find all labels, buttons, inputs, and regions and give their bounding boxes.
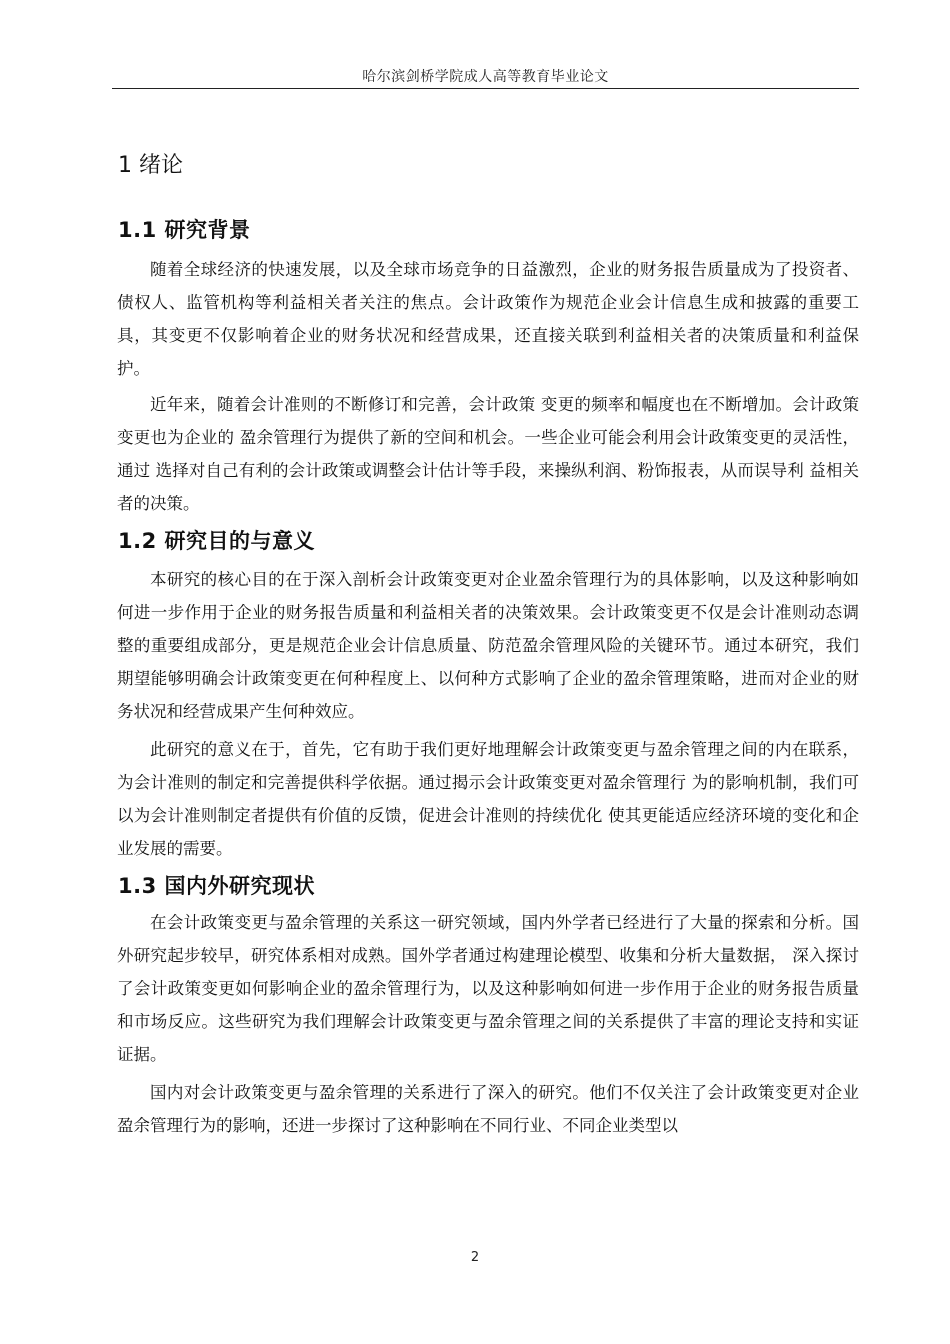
paragraph-1-2-a: 本研究的核心目的在于深入剖析会计政策变更对企业盈余管理行为的具体影响，以及这种影响如何进一步作用于企业的财务报告质量和利益相关者的决策效果。会计政策变更不仅是会计准则动态调整的重要组成部分，更是规范企业会计信息质量、防范盈余管理风险的关键环节。通过本研究，我们期望能够明确会计政策变更在何种程度上、以何种方式影响了企业的盈余管理策略，进而对企业的财务状况和经营成果产生何种效应。 (117, 570, 859, 721)
section-title-1-2: 1.2 研究目的与意义 (118, 529, 316, 553)
paragraph-1-3-b: 国内对会计政策变更与盈余管理的关系进行了深入的研究。他们不仅关注了会计政策变更对企业盈余管理行为的影响，还进一步探讨了这种影响在不同行业、不同企业类型以 (117, 1083, 859, 1135)
chapter-title: 1 绪论 (118, 153, 183, 178)
paragraph-1-1-a: 随着全球经济的快速发展，以及全球市场竞争的日益激烈，企业的财务报告质量成为了投资者、债权人、监管机构等利益相关者关注的焦点。会计政策作为规范企业会计信息生成和披露的重要工具，其变更不仅影响着企业的财务状况和经营成果，还直接关联到利益相关者的决策质量和利益保护。 (117, 260, 859, 378)
running-header: 哈尔滨剑桥学院成人高等教育毕业论文 (362, 69, 609, 85)
paragraph-1-2-b: 此研究的意义在于，首先，它有助于我们更好地理解会计政策变更与盈余管理之间的内在联系，为会计准则的制定和完善提供科学依据。通过揭示会计政策变更对盈余管理行 为的影响机制，我们可以为会计准则制定者提供有价值的反馈，促进会计准则的持续优化 使其更能适应经济环境的变化和企业发展的需要。 (117, 740, 859, 858)
header-divider (112, 88, 859, 89)
page-number: 2 (470, 1250, 480, 1265)
section-title-1-3: 1.3 国内外研究现状 (118, 874, 316, 898)
section-title-1-1: 1.1 研究背景 (118, 218, 251, 242)
paragraph-1-3-a: 在会计政策变更与盈余管理的关系这一研究领域，国内外学者已经进行了大量的探索和分析。国外研究起步较早，研究体系相对成熟。国外学者通过构建理论模型、收集和分析大量数据， 深入探讨了会计政策变更如何影响企业的盈余管理行为，以及这种影响如何进一步作用于企业的财务报告质量和市场反应。这些研究为我们理解会计政策变更与盈余管理之间的关系提供了丰富的理论支持和实证证据。 (117, 913, 859, 1064)
paragraph-1-1-b: 近年来，随着会计准则的不断修订和完善，会计政策 变更的频率和幅度也在不断增加。会计政策变更也为企业的 盈余管理行为提供了新的空间和机会。一些企业可能会利用会计政策变更的灵活性，通过 选择对自己有利的会计政策或调整会计估计等手段，来操纵利润、粉饰报表，从而误导利 益相关者的决策。 (117, 395, 859, 513)
